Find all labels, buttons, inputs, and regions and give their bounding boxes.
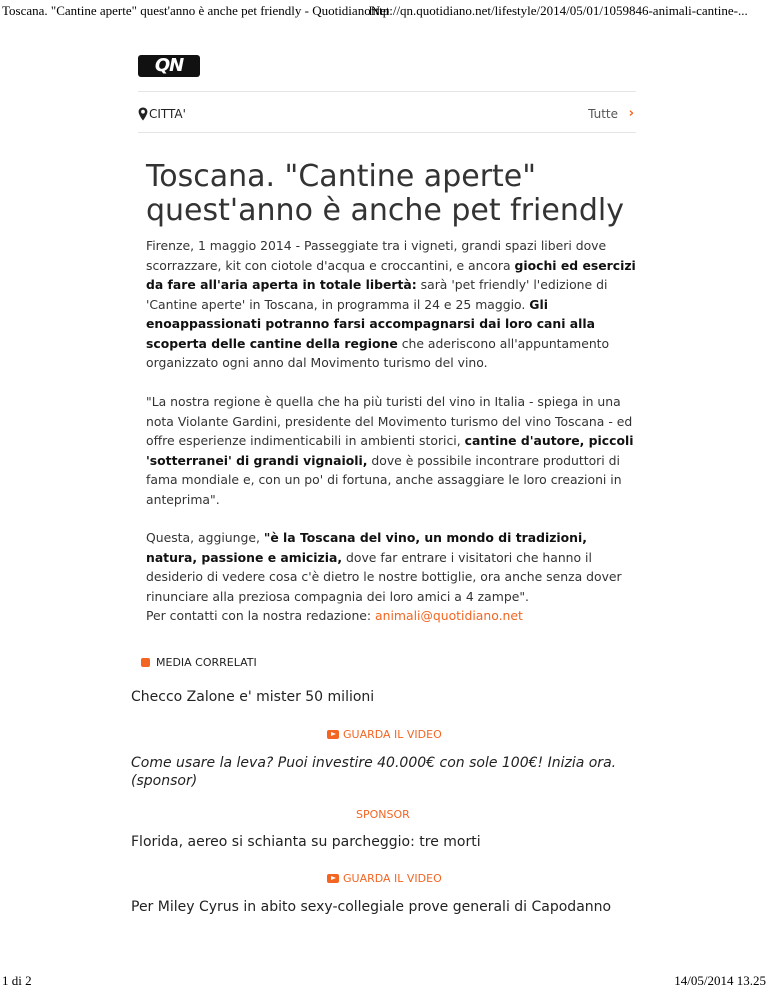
p1-text-c: sarà 'pet friendly' l'edizione di 'Cantine aperte' in Toscana, in programma il 24 e 25 maggio. [146, 277, 608, 312]
p2-text-c: dove è possibile incontrare produttori di fama mondiale e, con un po' di fortuna, anche assaggiare le loro creazioni in anteprima". [146, 452, 622, 507]
p1-bold-1: giochi ed esercizi da fare all'aria aperta in totale libertà: [146, 257, 636, 292]
related-item-1[interactable]: Checco Zalone e' mister 50 milioni [131, 689, 375, 705]
watch-video-link-1[interactable] [327, 728, 442, 741]
article-title: Toscana. "Cantine aperte" quest'anno è anche pet friendly [146, 159, 624, 228]
media-correlati-heading [141, 656, 257, 669]
p1-text-a: Firenze, 1 maggio 2014 - Passeggiate tra i vigneti, grandi spazi liberi dove scorrazzare, kit con ciotole d'acqua e croccantini, e ancora [146, 238, 607, 273]
p2-text-a: "La nostra regione è quella che ha più turisti del vino in Italia - spiega in una nota Violante Gardini, presidente del Movimento turismo del vino Toscana - ed offre esperienze indimenticabili in ambienti storici, [146, 394, 633, 448]
square-bullet-icon [141, 658, 150, 667]
related-item-sponsor[interactable]: Come usare la leva? Puoi investire 40.000€ con sole 100€! Inizia ora. (sponsor) [131, 755, 617, 789]
watch-video-label: GUARDA IL VIDEO [343, 728, 442, 741]
qn-logo[interactable]: QN [138, 55, 200, 77]
city-bar [138, 106, 636, 124]
print-url: http://qn.quotidiano.net/lifestyle/2014/05/01/1059846-animali-cantine-... [369, 3, 748, 18]
citybar-divider [138, 132, 636, 133]
article-paragraph-3 [146, 528, 636, 626]
print-page-number: 1 di 2 [2, 973, 32, 988]
related-item-4[interactable]: Per Miley Cyrus in abito sexy-collegiale prove generali di Capodanno [131, 899, 612, 915]
watch-video-link-2[interactable] [327, 872, 442, 885]
p1-bold-2: Gli enoappassionati potranno farsi accompagnarsi dai loro cani alla scoperta delle cantine della regione [146, 296, 596, 351]
header-divider [138, 91, 636, 92]
sponsor-label: SPONSOR [356, 808, 410, 821]
watch-video-label: GUARDA IL VIDEO [343, 872, 442, 885]
article-paragraph-1 [146, 236, 636, 373]
p3-text-a: Questa, aggiunge, [146, 530, 264, 545]
print-datetime: 14/05/2014 13.25 [674, 973, 766, 988]
related-item-3[interactable]: Florida, aereo si schianta su parcheggio: tre morti [131, 834, 481, 850]
print-header [0, 0, 768, 22]
chevron-right-icon[interactable]: › [628, 106, 634, 121]
article-paragraph-2 [146, 392, 636, 509]
all-cities-link[interactable]: Tutte [588, 107, 618, 121]
contact-label: Per contatti con la nostra redazione: [146, 608, 376, 623]
media-heading-label: MEDIA CORRELATI [156, 656, 257, 669]
city-label[interactable]: CITTA' [149, 107, 186, 121]
p2-bold: cantine d'autore, piccoli 'sotterranei' di grandi vignaioli, [146, 433, 634, 468]
p1-text-d: che aderiscono all'appuntamento organizzato ogni anno dal Movimento turismo del vino. [146, 335, 610, 370]
map-pin-icon [138, 107, 148, 121]
print-page-title: Toscana. "Cantine aperte" quest'anno è anche pet friendly - QuotidianoNet [2, 3, 390, 18]
email-link[interactable]: animali@quotidiano.net [375, 608, 523, 623]
p3-bold: "è la Toscana del vino, un mondo di tradizioni, natura, passione e amicizia, [146, 530, 587, 565]
play-icon [327, 874, 339, 883]
p3-text-c: dove far entrare i visitatori che hanno il desiderio di vedere cosa c'è dietro le nostre bottiglie, ora anche senza dover rinunciare alla preziosa compagnia dei loro amici a 4 zampe". [146, 549, 622, 604]
play-icon [327, 730, 339, 739]
